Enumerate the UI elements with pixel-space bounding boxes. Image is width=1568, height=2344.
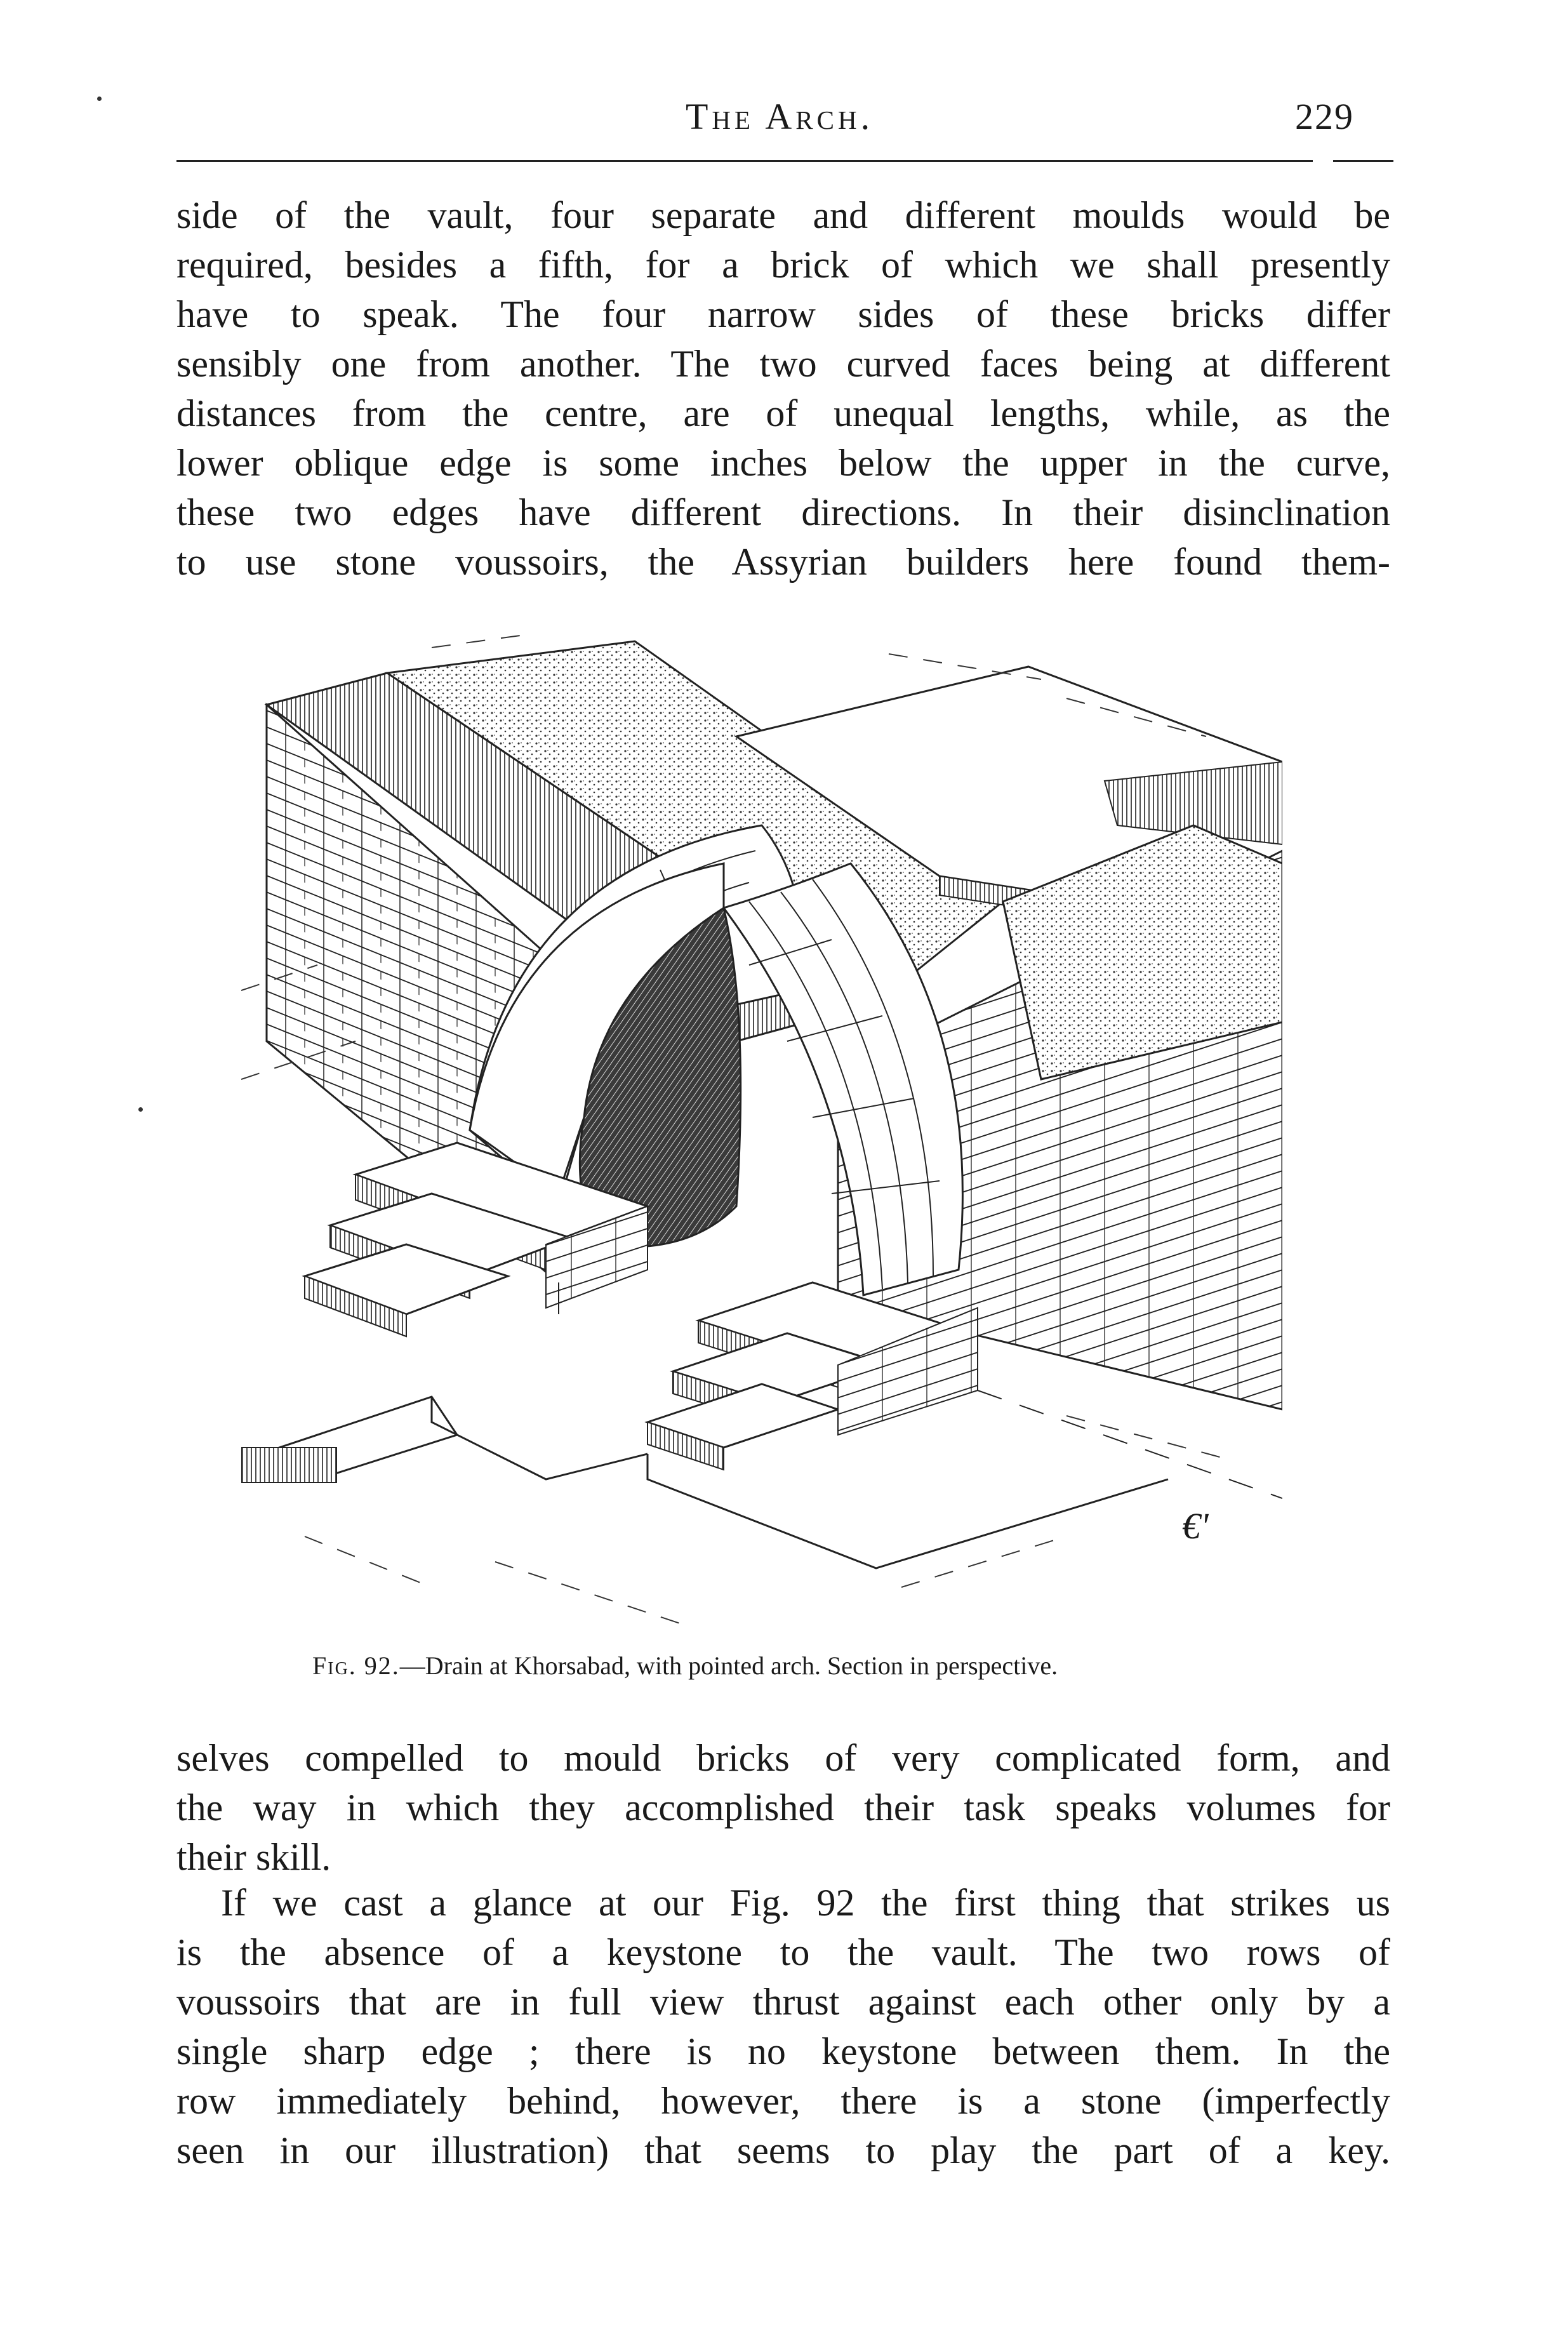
- header-rule: [176, 160, 1313, 162]
- paragraph-middle: [176, 1733, 1390, 1882]
- text-line: voussoirs that are in full view thrust against each other only by a: [176, 1981, 1390, 2023]
- artist-signature: €': [1182, 1505, 1209, 1547]
- figure-drain-illustration: [241, 635, 1282, 1651]
- text-line: required, besides a fifth, for a brick of which we shall presently: [176, 244, 1390, 286]
- paragraph-top: [176, 190, 1390, 587]
- figure-caption: [312, 1651, 1265, 1681]
- text-line: these two edges have different directions. In their disinclination: [176, 491, 1390, 533]
- page-number: 229: [1295, 96, 1354, 137]
- text-line: to use stone voussoirs, the Assyrian builders here found them-: [176, 541, 1390, 583]
- margin-mark-middle: [138, 1107, 143, 1112]
- text-line: the way in which they accomplished their task speaks volumes for: [176, 1787, 1390, 1828]
- text-line: single sharp edge ; there is no keystone between them. In the: [176, 2030, 1390, 2072]
- text-line: distances from the centre, are of unequal lengths, while, as the: [176, 392, 1390, 434]
- figure-label: Fig. 92.: [312, 1651, 400, 1680]
- text-line: lower oblique edge is some inches below the upper in the curve,: [176, 442, 1390, 484]
- text-line: selves compelled to mould bricks of very complicated form, and: [176, 1737, 1390, 1779]
- drain-arch-drawing: [241, 635, 1282, 1651]
- text-line: side of the vault, four separate and different moulds would be: [176, 194, 1390, 236]
- paragraph-bottom: [176, 1878, 1390, 2175]
- running-head: [0, 95, 1568, 146]
- header-rule-end: [1333, 160, 1393, 162]
- figure-caption-text: —Drain at Khorsabad, with pointed arch. Section in perspective.: [399, 1651, 1058, 1680]
- text-line: have to speak. The four narrow sides of these bricks differ: [176, 293, 1390, 335]
- text-line: row immediately behind, however, there is a stone (imperfectly: [176, 2080, 1390, 2122]
- text-line: sensibly one from another. The two curved faces being at different: [176, 343, 1390, 385]
- text-line: seen in our illustration) that seems to play the part of a key.: [176, 2129, 1390, 2171]
- text-line: their skill.: [176, 1836, 331, 1878]
- text-line: If we cast a glance at our Fig. 92 the first thing that strikes us: [221, 1882, 1390, 1924]
- text-line: is the absence of a keystone to the vault. The two rows of: [176, 1931, 1390, 1973]
- running-title: The Arch.: [686, 96, 874, 137]
